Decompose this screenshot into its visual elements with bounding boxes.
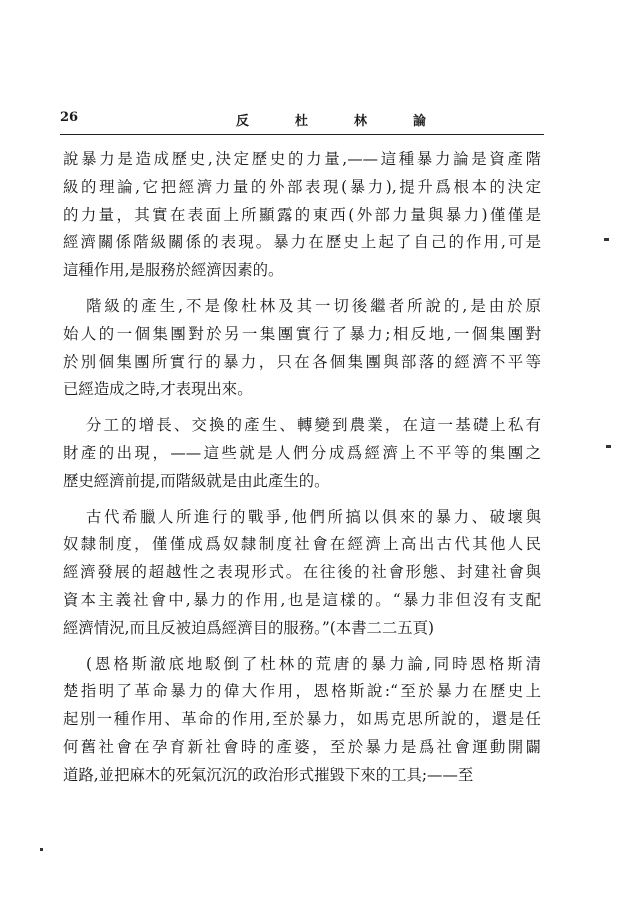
paragraph xyxy=(63,293,541,404)
text-line: 級的理論,它把經濟力量的外部表現(暴力),提升爲根本的決定 xyxy=(63,177,541,196)
text-line: 奴隸制度，僅僅成爲奴隸制度社會在經濟上高出古代其他人民 xyxy=(63,535,541,554)
scan-mark xyxy=(40,848,43,851)
text-line: 分工的增長、交換的產生、轉變到農業，在這一基礎上私有 xyxy=(86,416,541,435)
scan-mark xyxy=(606,445,611,448)
text-line: 經濟發展的超越性之表現形式。在往後的社會形態、封建社會與 xyxy=(63,563,541,582)
text-line: 說暴力是造成歷史,決定歷史的力量,——這種暴力論是資產階 xyxy=(63,150,541,168)
text-line: 起別一種作用、革命的作用,至於暴力，如馬克思所說的，還是任 xyxy=(63,710,541,729)
scan-mark xyxy=(604,238,609,241)
text-line: 資本主義社會中,暴力的作用,也是這樣的。“暴力非但沒有支配 xyxy=(63,590,541,609)
paragraph xyxy=(63,146,541,285)
text-line: 這種作用,是服務於經濟因素的。 xyxy=(63,261,284,280)
paragraph xyxy=(63,651,541,790)
text-line: 階級的產生,不是像杜林及其一切後繼者所說的,是由於原 xyxy=(86,296,541,315)
text-line: 經濟情況,而且反被迫爲經濟目的服務。”(本書二二五頁) xyxy=(63,618,435,637)
running-title xyxy=(236,110,426,129)
text-line: 於別個集團所實行的暴力，只在各個集團與部落的經濟不平等 xyxy=(63,352,541,371)
running-title-char: 論 xyxy=(412,114,426,129)
running-title-char: 反 xyxy=(236,114,250,129)
text-line: 已經造成之時,才表現出來。 xyxy=(63,380,253,399)
page-number: 26 xyxy=(60,110,79,125)
header-rule xyxy=(60,134,544,135)
text-line: 歷史經濟前提,而階級就是由此產生的。 xyxy=(63,471,330,490)
running-title-char: 林 xyxy=(353,114,367,129)
page-header xyxy=(60,110,544,134)
paragraph xyxy=(63,412,541,495)
paragraph xyxy=(63,504,541,643)
body-text xyxy=(63,146,541,798)
text-line: 楚指明了革命暴力的偉大作用，恩格斯說:“至於暴力在歷史上 xyxy=(63,682,541,701)
text-line: (恩格斯澈底地駁倒了杜林的荒唐的暴力論,同時恩格斯清 xyxy=(86,654,541,673)
text-line: 何舊社會在孕育新社會時的產婆，至於暴力是爲社會運動開闢 xyxy=(63,737,541,756)
running-title-char: 杜 xyxy=(294,114,308,129)
text-line: 古代希臘人所進行的戰爭,他們所搞以俱來的暴力、破壞與 xyxy=(86,507,541,526)
text-line: 的力量，其實在表面上所顯露的東西(外部力量與暴力)僅僅是 xyxy=(63,205,541,224)
text-line: 道路,並把麻木的死氣沉沉的政治形式摧毀下來的工具;——至 xyxy=(63,765,474,784)
text-line: 經濟關係階級關係的表現。暴力在歷史上起了自己的作用,可是 xyxy=(63,233,541,252)
text-line: 始人的一個集團對於另一集團實行了暴力;相反地,一個集團對 xyxy=(63,324,541,343)
text-line: 財產的出現，——這些就是人們分成爲經濟上不平等的集團之 xyxy=(63,443,541,462)
